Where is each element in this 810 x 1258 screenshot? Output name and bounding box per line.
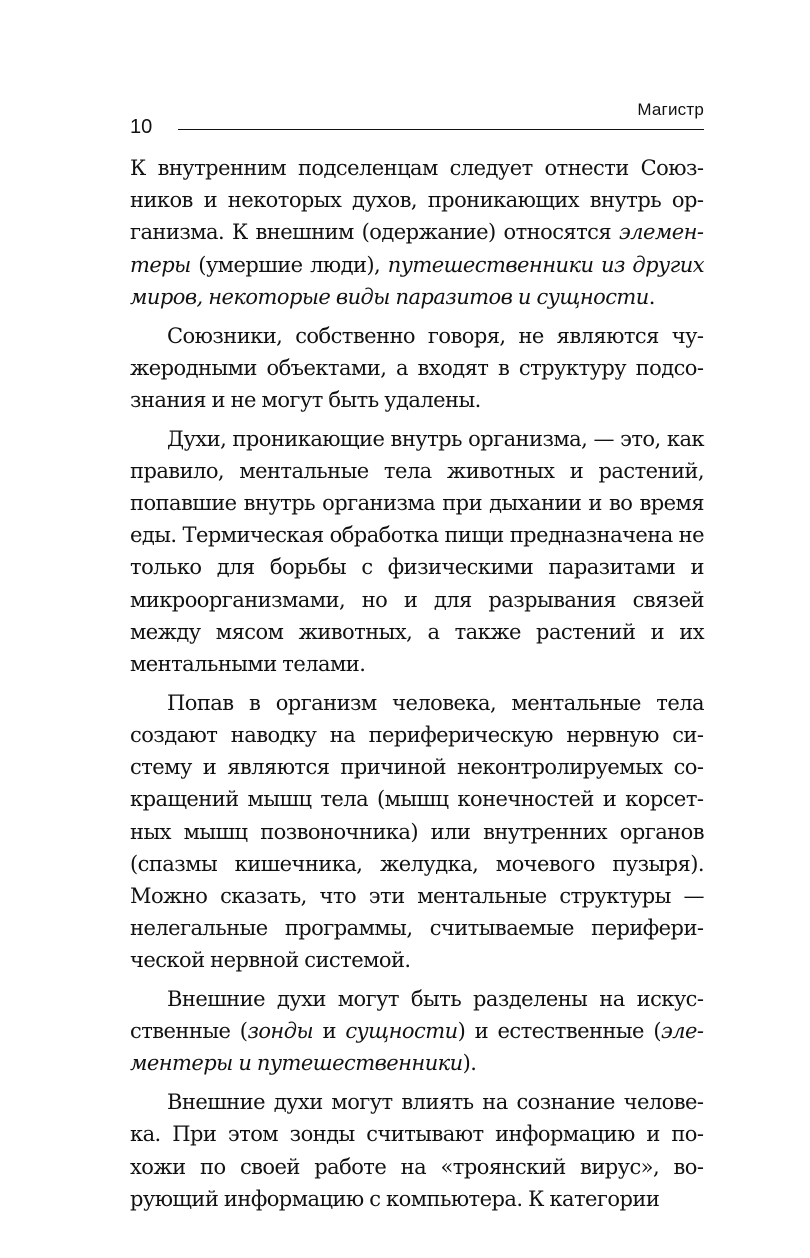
text-run: Внешние духи могут быть разделены на искусственные ( [130,987,704,1044]
text-run: Внешние духи могут влиять на сознание человека. При этом зонды считывают информацию и похожи по своей работе на «троянский вирус», ворующий информацию с компьютера. К категории [130,1090,704,1211]
italic-term: элементеры [130,220,704,277]
text-run: . [648,284,655,309]
page-number: 10 [130,116,153,138]
paragraph-4 [130,687,704,977]
paragraph-6 [130,1086,704,1215]
text-run: К внутренним подселенцам следует отнести Союзников и некоторых духов, проникающих внутрь организма. К внешним (одержание) относятся [130,156,704,245]
body-text [130,152,704,1222]
paragraph-5 [130,983,704,1080]
running-header [130,98,704,138]
text-run: ) и естественные ( [457,1019,661,1044]
text-run: Духи, проникающие внутрь организма, — это, как правило, ментальные тела животных и растений, попавшие внутрь организма при дыхании и во время еды. Термическая обработка пищи предназначена не только для борьбы с физическими паразитами и микроорганизмами, но и для разрывания связей между мясом животных, а также растений и их ментальными телами. [130,426,704,677]
text-run: (умершие люди), [190,252,388,277]
italic-term: элементеры и путешественники [130,1019,704,1076]
paragraph-1 [130,152,704,313]
italic-term: сущности [345,1019,458,1044]
text-run: Союзники, собственно говоря, не являются чужеродными объектами, а входят в структуру подсознания и не могут быть удалены. [130,323,704,412]
text-run: и [313,1019,346,1044]
italic-term: зонды [247,1019,314,1044]
italic-term: путешественники из других миров, некоторые виды паразитов и сущности [130,252,705,309]
header-rule [178,129,704,130]
text-run: Попав в организм человека, ментальные тела создают наводку на периферическую нервную систему и являются причиной неконтролируемых сокращений мышц тела (мышц конечностей и корсетных мышц позвоночника) или внутренних органов (спазмы кишечника, желудка, мочевого пузыря). Можно сказать, что эти ментальные структуры — нелегальные программы, считываемые периферической нервной системой. [130,690,704,973]
paragraph-2 [130,320,704,417]
running-title: Магистр [637,100,704,119]
paragraph-3 [130,423,704,681]
text-run: ). [462,1051,477,1076]
